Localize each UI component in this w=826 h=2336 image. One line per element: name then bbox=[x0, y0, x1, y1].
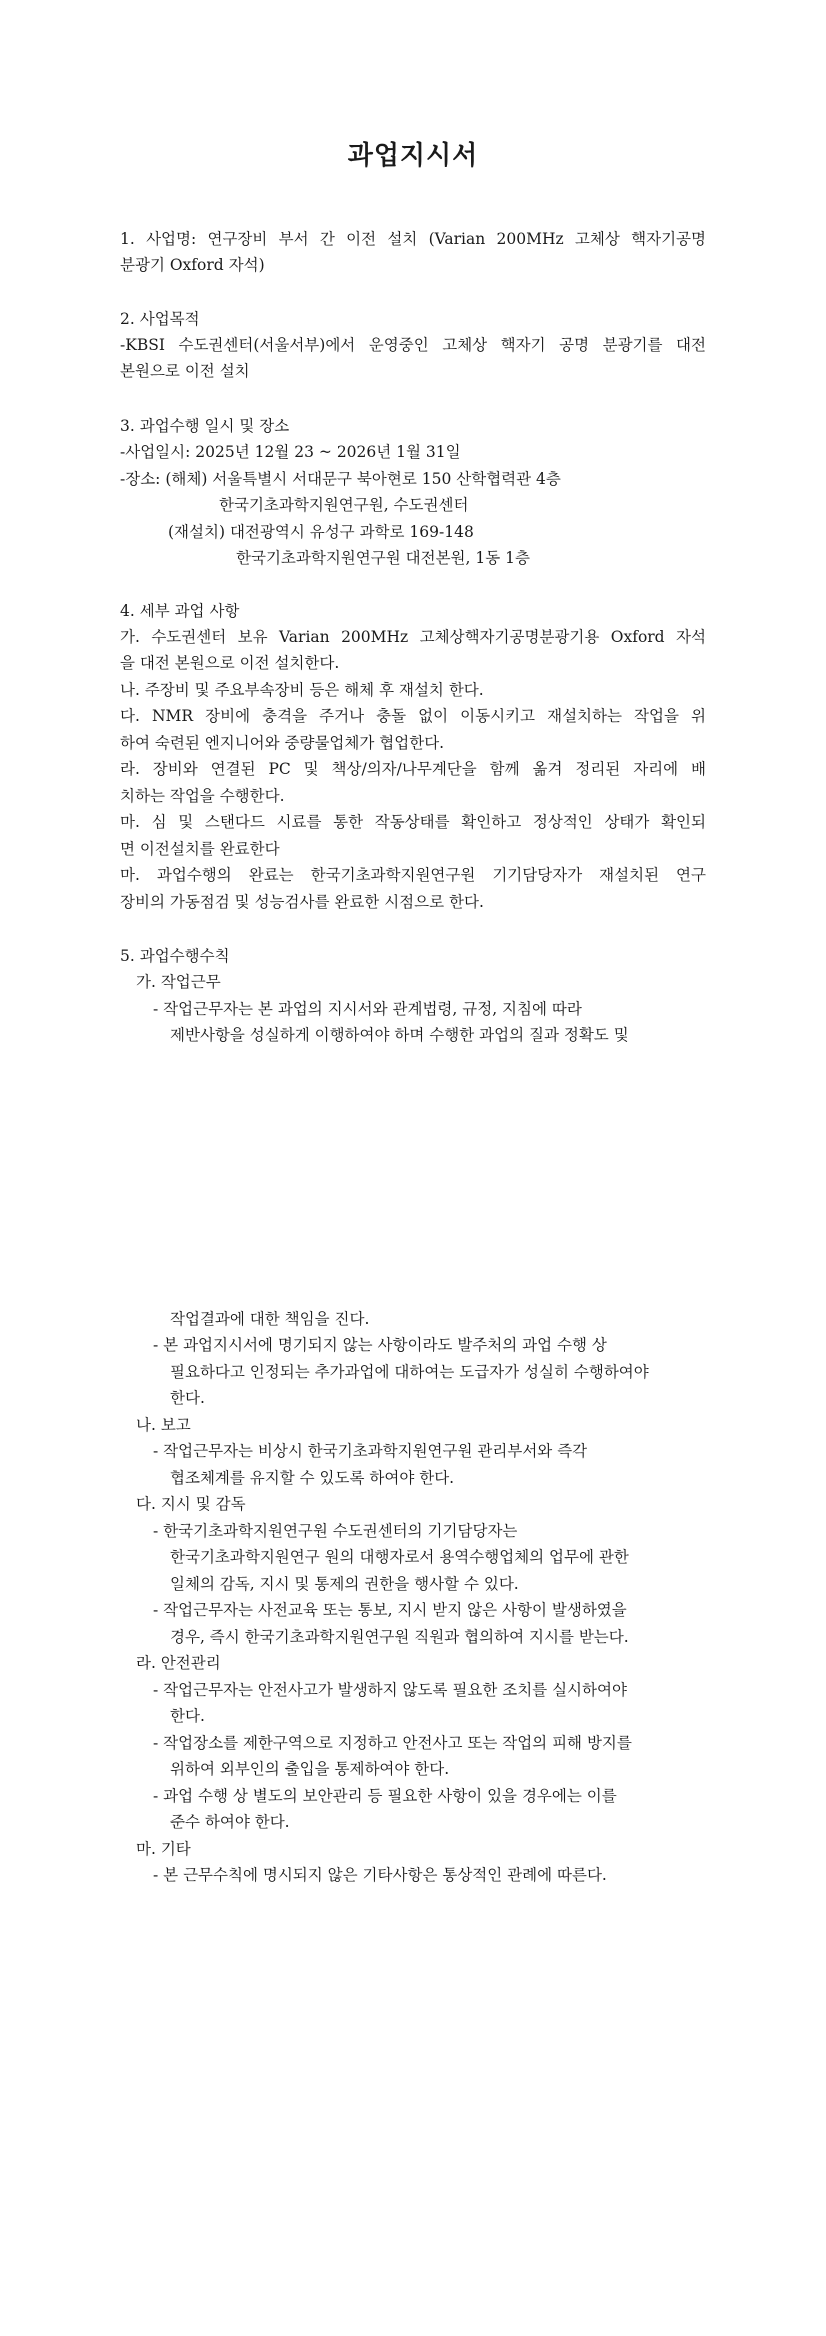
section5-da-line: 경우, 즉시 한국기초과학지원연구원 직원과 협의하여 지시를 받는다. bbox=[170, 1628, 629, 1646]
section4-line: 가. 수도권센터 보유 Varian 200MHz 고체상핵자기공명분광기용 Oxford 자석 bbox=[120, 628, 706, 646]
section3-place2: 한국기초과학지원연구원, 수도권센터 bbox=[219, 496, 469, 514]
section4-line: 하여 숙련된 엔지니어와 중량물업체가 협업한다. bbox=[120, 734, 445, 752]
section4-line: 장비의 가동점검 및 성능검사를 완료한 시점으로 한다. bbox=[120, 893, 484, 911]
section5-ga-line: - 작업근무자는 본 과업의 지시서와 관계법령, 규정, 지침에 따라 bbox=[153, 1000, 582, 1018]
section4-line: 을 대전 본원으로 이전 설치한다. bbox=[120, 654, 340, 672]
section4-line: 마. 과업수행의 완료는 한국기초과학지원연구원 기기담당자가 재설치된 연구 bbox=[120, 866, 706, 884]
document-title: 과업지시서 bbox=[347, 141, 479, 171]
section5-ga-line: - 본 과업지시서에 명기되지 않는 사항이라도 발주처의 과업 수행 상 bbox=[153, 1336, 607, 1354]
section4-line: 나. 주장비 및 주요부속장비 등은 해체 후 재설치 한다. bbox=[120, 681, 484, 699]
section5-ra-line: 위하여 외부인의 출입을 통제하여야 한다. bbox=[170, 1760, 450, 1778]
section5-na-line: - 작업근무자는 비상시 한국기초과학지원연구원 관리부서와 즉각 bbox=[153, 1442, 588, 1460]
section3-place4: 한국기초과학지원연구원 대전본원, 1동 1층 bbox=[236, 549, 530, 567]
section3-place3: (재설치) 대전광역시 유성구 과학로 169-148 bbox=[168, 523, 474, 541]
section2-heading: 2. 사업목적 bbox=[120, 310, 200, 328]
section5-na-line: 협조체계를 유지할 수 있도록 하여야 한다. bbox=[170, 1469, 455, 1487]
section5-da-line: - 한국기초과학지원연구원 수도권센터의 기기담당자는 bbox=[153, 1522, 518, 1540]
section5-da-line: 한국기초과학지원연구 원의 대행자로서 용역수행업체의 업무에 관한 bbox=[170, 1548, 629, 1566]
section1-line1: 1. 사업명: 연구장비 부서 간 이전 설치 (Varian 200MHz 고체상 핵자기공명 bbox=[120, 230, 706, 248]
section5-ra-line: 한다. bbox=[170, 1707, 205, 1725]
section5-da-line: 일체의 감독, 지시 및 통제의 권한을 행사할 수 있다. bbox=[170, 1575, 519, 1593]
section2-line1: -KBSI 수도권센터(서울서부)에서 운영중인 고체상 핵자기 공명 분광기를 대전 bbox=[120, 336, 706, 354]
section3-heading: 3. 과업수행 일시 및 장소 bbox=[120, 417, 290, 435]
section4-line: 치하는 작업을 수행한다. bbox=[120, 787, 285, 805]
section4-heading: 4. 세부 과업 사항 bbox=[120, 602, 240, 620]
section5-da-heading: 다. 지시 및 감독 bbox=[136, 1495, 246, 1513]
section5-heading: 5. 과업수행수칙 bbox=[120, 947, 230, 965]
section3-date: -사업일시: 2025년 12월 23 ~ 2026년 1월 31일 bbox=[120, 443, 461, 461]
section5-ra-line: - 과업 수행 상 별도의 보안관리 등 필요한 사항이 있을 경우에는 이를 bbox=[153, 1787, 617, 1805]
section5-ga-line: 제반사항을 성실하게 이행하여야 하며 수행한 과업의 질과 정확도 및 bbox=[170, 1026, 629, 1044]
section4-line: 마. 심 및 스탠다드 시료를 통한 작동상태를 확인하고 정상적인 상태가 확인되 bbox=[120, 813, 706, 831]
section5-ga-line: 필요하다고 인정되는 추가과업에 대하여는 도급자가 성실히 수행하여야 bbox=[170, 1363, 649, 1381]
section5-da-line: - 작업근무자는 사전교육 또는 통보, 지시 받지 않은 사항이 발생하였을 bbox=[153, 1601, 627, 1619]
section1-line2: 분광기 Oxford 자석) bbox=[120, 256, 265, 274]
section2-line2: 본원으로 이전 설치 bbox=[120, 362, 250, 380]
section5-ra-line: - 작업장소를 제한구역으로 지정하고 안전사고 또는 작업의 피해 방지를 bbox=[153, 1734, 632, 1752]
section3-place1: -장소: (해체) 서울특별시 서대문구 북아현로 150 산학협력관 4층 bbox=[120, 470, 561, 488]
section5-ra-heading: 라. 안전관리 bbox=[136, 1654, 221, 1672]
section5-ga-heading: 가. 작업근무 bbox=[136, 973, 221, 991]
section5-ra-line: 준수 하여야 한다. bbox=[170, 1813, 290, 1831]
section5-ma-heading: 마. 기타 bbox=[136, 1840, 191, 1858]
section5-ra-line: - 작업근무자는 안전사고가 발생하지 않도록 필요한 조치를 실시하여야 bbox=[153, 1681, 627, 1699]
section5-ma-line: - 본 근무수칙에 명시되지 않은 기타사항은 통상적인 관례에 따른다. bbox=[153, 1866, 607, 1884]
section4-line: 라. 장비와 연결된 PC 및 책상/의자/나무계단을 함께 옮겨 정리된 자리에 배 bbox=[120, 760, 706, 778]
section5-na-heading: 나. 보고 bbox=[136, 1416, 191, 1434]
section4-line: 다. NMR 장비에 충격을 주거나 충돌 없이 이동시키고 재설치하는 작업을 위 bbox=[120, 707, 706, 725]
section5-ga-line: 작업결과에 대한 책임을 진다. bbox=[170, 1310, 370, 1328]
section5-ga-line: 한다. bbox=[170, 1389, 205, 1407]
section4-line: 면 이전설치를 완료한다 bbox=[120, 840, 280, 858]
